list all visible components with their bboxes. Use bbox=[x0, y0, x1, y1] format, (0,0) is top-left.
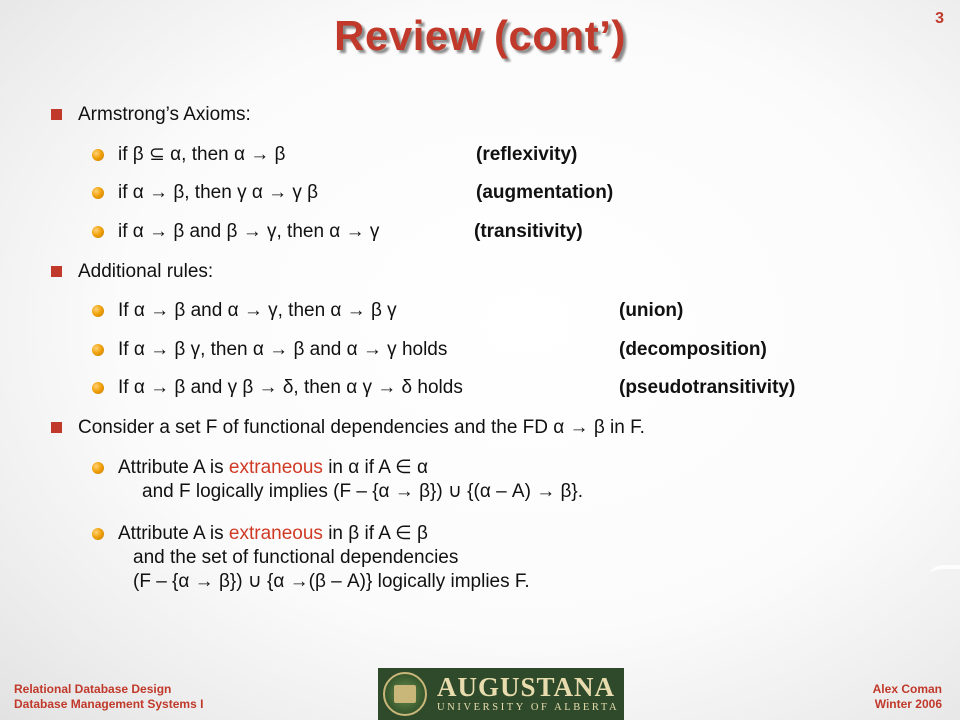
rule-pseudotransitivity bbox=[118, 376, 463, 400]
round-bullet-icon bbox=[92, 305, 104, 317]
slide-title: Review (cont’) bbox=[334, 12, 626, 59]
extraneous-beta-line2: and the set of functional dependencies bbox=[133, 547, 459, 568]
decorative-curl bbox=[930, 565, 960, 583]
rule-tag: (pseudotransitivity) bbox=[619, 377, 796, 398]
rule-tag: (union) bbox=[619, 300, 684, 321]
extraneous-alpha-line2: and F logically implies (F – {α → β}) ∪ {(α – A) → β}. bbox=[142, 481, 584, 502]
axiom-text: if β ⊆ α, then α → β bbox=[118, 144, 286, 165]
footer-course bbox=[14, 682, 203, 712]
square-bullet-icon bbox=[51, 109, 62, 120]
footer-course-name: Database Management Systems I bbox=[14, 697, 204, 711]
additional-heading-item bbox=[78, 260, 213, 284]
rule-text: If α → β γ, then α → β and α → γ holds bbox=[118, 339, 448, 360]
square-bullet-icon bbox=[51, 422, 62, 433]
round-bullet-icon bbox=[92, 187, 104, 199]
university-logo bbox=[378, 668, 624, 720]
axiom-text: if α → β, then γ α → γ β bbox=[118, 182, 319, 203]
extraneous-alpha-prefix: Attribute A is bbox=[118, 457, 229, 478]
axiom-text: if α → β and β → γ, then α → γ bbox=[118, 221, 380, 242]
extraneous-beta-suffix: in β if A ∈ β bbox=[322, 523, 428, 544]
footer-topic: Relational Database Design bbox=[14, 682, 172, 696]
extraneous-beta-line3: (F – {α → β}) ∪ {α →(β – A)} logically implies F. bbox=[133, 571, 530, 592]
slide-number: 3 bbox=[935, 10, 944, 27]
footer-author bbox=[873, 682, 942, 712]
university-seal-icon bbox=[383, 672, 427, 716]
logo-sub-text: UNIVERSITY OF ALBERTA bbox=[437, 702, 620, 713]
logo-text bbox=[437, 673, 619, 715]
axiom-tag: (reflexivity) bbox=[476, 144, 578, 165]
axiom-tag: (transitivity) bbox=[474, 221, 583, 242]
axioms-heading: Armstrong’s Axioms: bbox=[78, 104, 251, 125]
round-bullet-icon bbox=[92, 382, 104, 394]
extraneous-alpha-suffix: in α if A ∈ α bbox=[322, 457, 428, 478]
round-bullet-icon bbox=[92, 226, 104, 238]
axiom-transitivity bbox=[118, 220, 379, 244]
additional-heading: Additional rules: bbox=[78, 261, 214, 282]
round-bullet-icon bbox=[92, 344, 104, 356]
footer-author-name: Alex Coman bbox=[872, 682, 942, 696]
axiom-reflexivity bbox=[118, 143, 285, 167]
round-bullet-icon bbox=[92, 462, 104, 474]
rule-text: If α → β and α → γ, then α → β γ bbox=[118, 300, 397, 321]
axioms-heading-item bbox=[78, 103, 251, 127]
rule-text: If α → β and γ β → δ, then α γ → δ holds bbox=[118, 377, 463, 398]
consider-text: Consider a set F of functional dependencies and the FD α → β in F. bbox=[78, 417, 645, 438]
rule-decomposition bbox=[118, 338, 447, 362]
extraneous-alpha-item bbox=[118, 456, 818, 504]
consider-item bbox=[78, 416, 645, 440]
extraneous-alpha-highlight: extraneous bbox=[228, 457, 323, 478]
axiom-tag: (augmentation) bbox=[476, 182, 614, 203]
round-bullet-icon bbox=[92, 149, 104, 161]
rule-union bbox=[118, 299, 397, 323]
square-bullet-icon bbox=[51, 266, 62, 277]
extraneous-beta-line1 bbox=[118, 522, 818, 546]
footer-term: Winter 2006 bbox=[874, 697, 942, 711]
round-bullet-icon bbox=[92, 528, 104, 540]
extraneous-alpha-line1 bbox=[118, 456, 818, 480]
rule-tag: (decomposition) bbox=[619, 339, 767, 360]
extraneous-beta-prefix: Attribute A is bbox=[118, 523, 229, 544]
extraneous-beta-item bbox=[118, 522, 818, 594]
axiom-augmentation bbox=[118, 181, 318, 205]
logo-main-text: AUGUSTANA bbox=[437, 672, 616, 702]
extraneous-beta-highlight: extraneous bbox=[228, 523, 323, 544]
